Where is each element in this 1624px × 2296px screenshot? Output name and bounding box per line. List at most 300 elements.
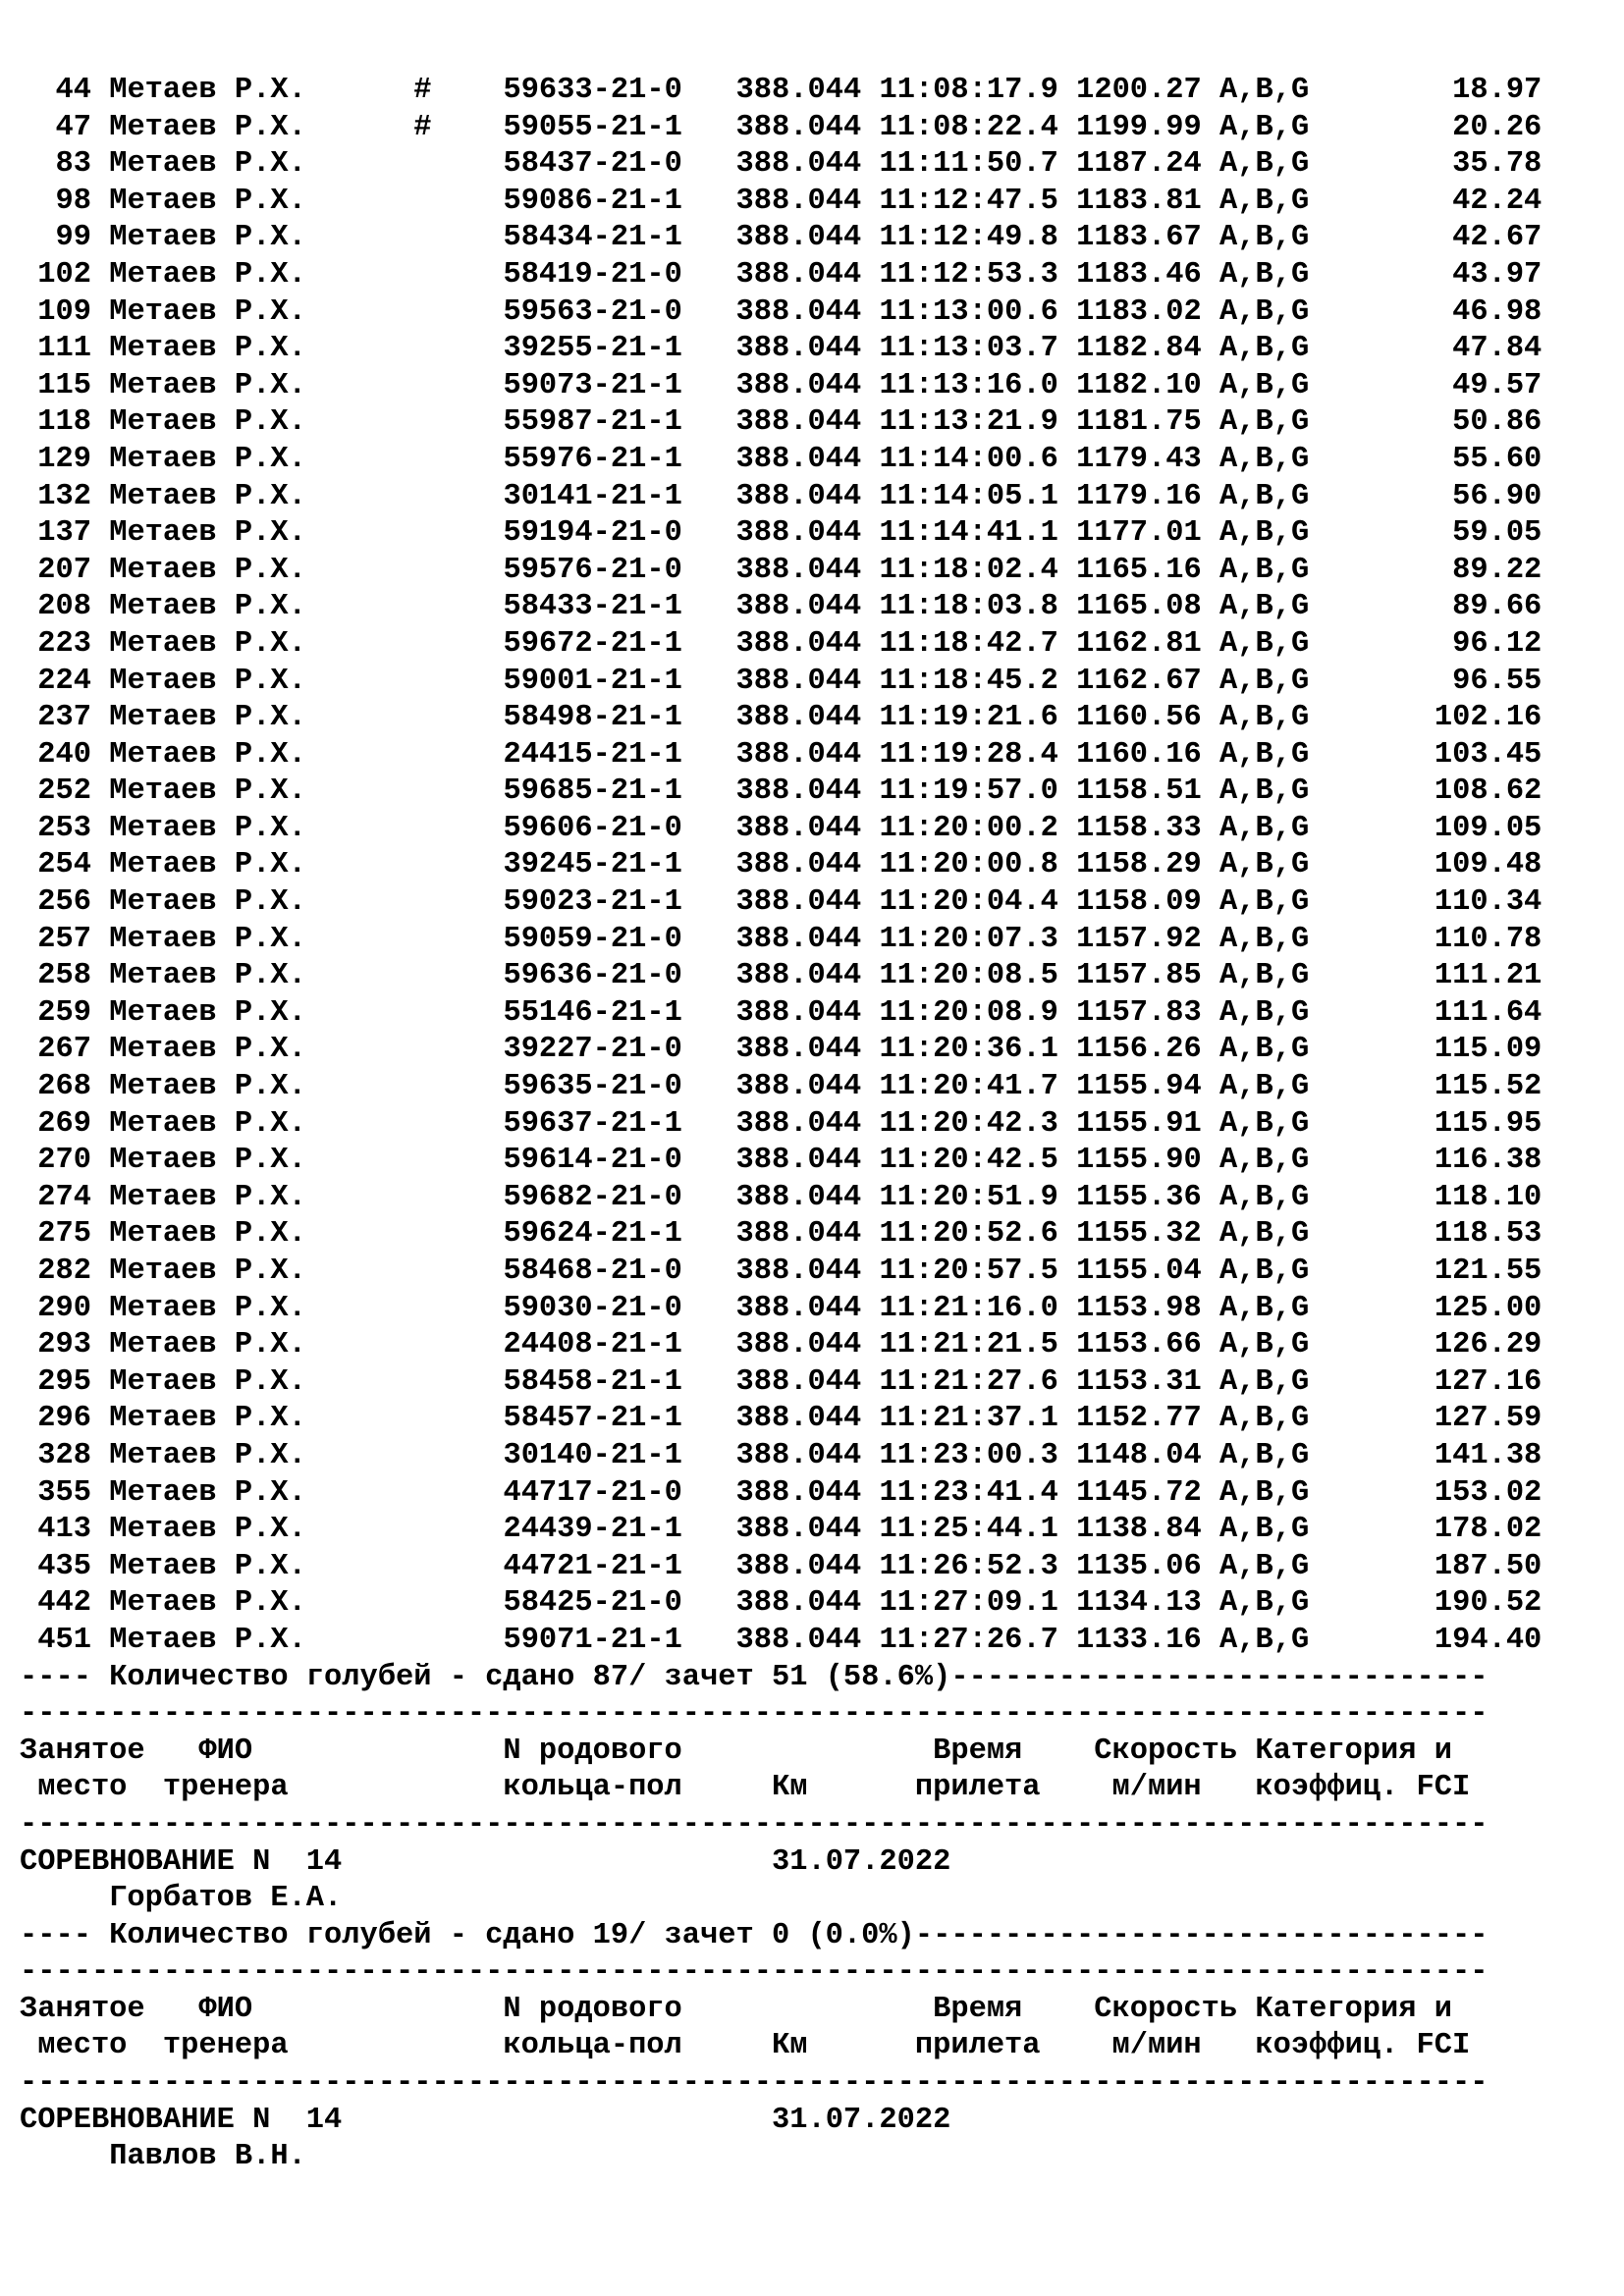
category-cell: A,B,G <box>1219 1180 1310 1214</box>
place-cell: 259 <box>20 995 91 1030</box>
time-cell: 11:12:49.8 <box>879 221 1058 255</box>
coef-cell: 18.97 <box>1309 74 1543 107</box>
time-cell: 11:14:05.1 <box>879 479 1058 513</box>
time-cell: 11:26:52.3 <box>879 1549 1058 1583</box>
category-cell: A,B,G <box>1219 1144 1310 1178</box>
place-cell: 274 <box>20 1180 91 1214</box>
competition-line <box>20 1844 1542 1882</box>
table-row <box>20 626 1542 664</box>
ring-cell: 30141-21-1 <box>503 479 682 513</box>
ring-cell: 58458-21-1 <box>503 1364 682 1399</box>
speed-cell: 1152.77 <box>1076 1402 1202 1436</box>
ring-cell: 59682-21-0 <box>503 1180 682 1214</box>
header-text: место тренера кольца-пол Км прилета м/мин коэффиц. FCI <box>20 2029 1471 2063</box>
speed-cell: 1177.01 <box>1076 516 1202 551</box>
table-row <box>20 1069 1542 1106</box>
category-cell: A,B,G <box>1219 1033 1310 1067</box>
coef-cell: 194.40 <box>1309 1623 1543 1657</box>
ring-cell: 59606-21-0 <box>503 811 682 845</box>
speed-cell: 1153.31 <box>1076 1364 1202 1399</box>
category-cell: A,B,G <box>1219 737 1310 772</box>
category-cell: A,B,G <box>1219 1106 1310 1141</box>
table-row <box>20 1216 1542 1254</box>
ring-cell: 59001-21-1 <box>503 664 682 698</box>
ring-cell: 59194-21-0 <box>503 516 682 551</box>
column-header <box>20 1992 1542 2029</box>
ring-cell: 58425-21-0 <box>503 1586 682 1621</box>
km-cell: 388.044 <box>735 1255 862 1288</box>
coef-cell: 110.78 <box>1309 922 1543 956</box>
trainer-line <box>20 1881 1542 1918</box>
table-row <box>20 1143 1542 1180</box>
km-cell: 388.044 <box>735 442 862 476</box>
table-row <box>20 995 1542 1033</box>
category-cell: A,B,G <box>1219 959 1310 993</box>
table-row <box>20 1438 1542 1475</box>
time-cell: 11:21:21.5 <box>879 1328 1058 1362</box>
speed-cell: 1183.46 <box>1076 257 1202 292</box>
coef-cell: 108.62 <box>1309 774 1543 809</box>
summary-text: ---- Количество голубей - сдано 87/ зачет 51 (58.6%) <box>20 1660 951 1694</box>
trainer-cell: Метаев Р.Х. <box>109 922 397 956</box>
trainer-cell: Метаев Р.Х. <box>109 442 397 476</box>
coef-cell: 50.86 <box>1309 405 1543 440</box>
coef-cell: 89.66 <box>1309 590 1543 624</box>
category-cell: A,B,G <box>1219 405 1310 440</box>
category-cell: A,B,G <box>1219 1438 1310 1472</box>
time-cell: 11:20:00.8 <box>879 848 1058 882</box>
ring-cell: 59059-21-0 <box>503 922 682 956</box>
coef-cell: 115.09 <box>1309 1033 1543 1067</box>
time-cell: 11:20:07.3 <box>879 922 1058 956</box>
speed-cell: 1155.91 <box>1076 1106 1202 1141</box>
divider: ---------------------------------------------------------------------------------- <box>20 1807 1489 1842</box>
km-cell: 388.044 <box>735 1070 862 1104</box>
time-cell: 11:21:27.6 <box>879 1364 1058 1399</box>
place-cell: 435 <box>20 1549 91 1583</box>
place-cell: 132 <box>20 479 91 513</box>
coef-cell: 59.05 <box>1309 516 1543 551</box>
trainer-cell: Метаев Р.Х. <box>109 959 397 993</box>
table-row <box>20 479 1542 516</box>
time-cell: 11:20:00.2 <box>879 811 1058 845</box>
speed-cell: 1158.33 <box>1076 811 1202 845</box>
competition-date: 31.07.2022 <box>771 2103 951 2137</box>
table-row <box>20 700 1542 737</box>
speed-cell: 1145.72 <box>1076 1475 1202 1510</box>
coef-cell: 178.02 <box>1309 1513 1543 1547</box>
place-cell: 451 <box>20 1623 91 1657</box>
ring-cell: 59614-21-0 <box>503 1144 682 1178</box>
coef-cell: 89.22 <box>1309 553 1543 587</box>
time-cell: 11:14:41.1 <box>879 516 1058 551</box>
speed-cell: 1148.04 <box>1076 1438 1202 1472</box>
table-row: 47 Метаев Р.Х. # 59055-21-1 388.044 11:08:22.4 1199.99 A,B,G 20.26 <box>20 110 1543 144</box>
category-cell: A,B,G <box>1219 922 1310 956</box>
speed-cell: 1155.32 <box>1076 1217 1202 1252</box>
speed-cell: 1133.16 <box>1076 1623 1202 1657</box>
km-cell: 388.044 <box>735 1144 862 1178</box>
place-cell: 98 <box>20 184 91 218</box>
time-cell: 11:20:04.4 <box>879 885 1058 920</box>
ring-cell: 58498-21-1 <box>503 701 682 735</box>
table-row <box>20 1549 1542 1586</box>
km-cell: 388.044 <box>735 701 862 735</box>
time-cell: 11:14:00.6 <box>879 442 1058 476</box>
ring-cell: 58419-21-0 <box>503 257 682 292</box>
speed-cell: 1162.67 <box>1076 664 1202 698</box>
place-cell: 257 <box>20 922 91 956</box>
time-cell: 11:27:26.7 <box>879 1623 1058 1657</box>
category-cell: A,B,G <box>1219 774 1310 809</box>
km-cell: 388.044 <box>735 368 862 402</box>
coef-cell: 111.21 <box>1309 959 1543 993</box>
category-cell: A,B,G <box>1219 1291 1310 1325</box>
coef-cell: 103.45 <box>1309 737 1543 772</box>
place-cell: 253 <box>20 811 91 845</box>
time-cell: 11:20:08.9 <box>879 995 1058 1030</box>
ring-cell: 30140-21-1 <box>503 1438 682 1472</box>
ring-cell: 39245-21-1 <box>503 848 682 882</box>
ring-cell: 55146-21-1 <box>503 995 682 1030</box>
ring-cell: 59055-21-1 <box>503 110 682 144</box>
speed-cell: 1182.84 <box>1076 332 1202 366</box>
place-cell: 290 <box>20 1291 91 1325</box>
time-cell: 11:12:47.5 <box>879 184 1058 218</box>
table-row: 44 Метаев Р.Х. # 59633-21-0 388.044 11:08:17.9 1200.27 A,B,G 18.97 <box>20 74 1543 107</box>
km-cell: 388.044 <box>735 1033 862 1067</box>
km-cell: 388.044 <box>735 959 862 993</box>
place-cell: 413 <box>20 1513 91 1547</box>
table-row <box>20 442 1542 479</box>
coef-cell: 35.78 <box>1309 147 1543 182</box>
km-cell: 388.044 <box>735 516 862 551</box>
place-cell: 258 <box>20 959 91 993</box>
time-cell: 11:20:57.5 <box>879 1255 1058 1288</box>
time-cell: 11:12:53.3 <box>879 257 1058 292</box>
category-cell: A,B,G <box>1219 479 1310 513</box>
coef-cell: 42.24 <box>1309 184 1543 218</box>
time-cell: 11:21:16.0 <box>879 1291 1058 1325</box>
place-cell: 252 <box>20 774 91 809</box>
place-cell: 275 <box>20 1217 91 1252</box>
table-row <box>20 184 1542 221</box>
category-cell: A,B,G <box>1219 294 1310 329</box>
time-cell: 11:20:42.3 <box>879 1106 1058 1141</box>
km-cell: 388.044 <box>735 1549 862 1583</box>
coef-cell: 109.48 <box>1309 848 1543 882</box>
km-cell: 388.044 <box>735 811 862 845</box>
ring-cell: 59636-21-0 <box>503 959 682 993</box>
ring-cell: 59071-21-1 <box>503 1623 682 1657</box>
header-text: Занятое ФИО N родового Время Скорость Категория и <box>20 1734 1452 1768</box>
place-cell: 207 <box>20 553 91 587</box>
trainer-cell: Метаев Р.Х. <box>109 1291 397 1325</box>
category-cell: A,B,G <box>1219 553 1310 587</box>
table-row <box>20 922 1542 959</box>
place-cell: 328 <box>20 1438 91 1472</box>
place-cell: 137 <box>20 516 91 551</box>
time-cell: 11:20:42.5 <box>879 1144 1058 1178</box>
speed-cell: 1183.81 <box>1076 184 1202 218</box>
time-cell: 11:25:44.1 <box>879 1513 1058 1547</box>
km-cell: 388.044 <box>735 1291 862 1325</box>
header-text: место тренера кольца-пол Км прилета м/мин коэффиц. FCI <box>20 1771 1471 1805</box>
trainer-cell: Метаев Р.Х. <box>109 1402 397 1436</box>
table-row <box>20 257 1542 294</box>
coef-cell: 56.90 <box>1309 479 1543 513</box>
ring-cell: 59624-21-1 <box>503 1217 682 1252</box>
trainer-cell: Метаев Р.Х. <box>109 1180 397 1214</box>
coef-cell: 96.12 <box>1309 626 1543 661</box>
ring-cell: 59635-21-0 <box>503 1070 682 1104</box>
time-cell: 11:18:03.8 <box>879 590 1058 624</box>
column-header <box>20 2028 1542 2065</box>
column-header <box>20 1770 1542 1807</box>
trainer-cell: Метаев Р.Х. <box>109 590 397 624</box>
place-cell: 268 <box>20 1070 91 1104</box>
trainer-cell: Метаев Р.Х. <box>109 1217 397 1252</box>
summary-line: ---- Количество голубей - сдано 87/ зачет 51 (58.6%)------------------------------ <box>20 1660 1489 1694</box>
table-row <box>20 146 1542 184</box>
speed-cell: 1183.67 <box>1076 221 1202 255</box>
header-text: Занятое ФИО N родового Время Скорость Категория и <box>20 1992 1452 2026</box>
km-cell: 388.044 <box>735 922 862 956</box>
speed-cell: 1162.81 <box>1076 626 1202 661</box>
trainer-cell: Метаев Р.Х. <box>109 405 397 440</box>
category-cell: A,B,G <box>1219 221 1310 255</box>
table-row <box>20 294 1542 332</box>
coef-cell: 127.16 <box>1309 1364 1543 1399</box>
category-cell: A,B,G <box>1219 811 1310 845</box>
coef-cell: 190.52 <box>1309 1586 1543 1621</box>
table-row <box>20 1364 1542 1402</box>
time-cell: 11:11:50.7 <box>879 147 1058 182</box>
trainer-cell: Метаев Р.Х. <box>109 1623 397 1657</box>
speed-cell: 1160.16 <box>1076 737 1202 772</box>
km-cell: 388.044 <box>735 1402 862 1436</box>
category-cell: A,B,G <box>1219 590 1310 624</box>
table-row <box>20 404 1542 442</box>
km-cell: 388.044 <box>735 1180 862 1214</box>
speed-cell: 1158.29 <box>1076 848 1202 882</box>
table-row <box>20 1623 1542 1660</box>
category-cell: A,B,G <box>1219 516 1310 551</box>
speed-cell: 1183.02 <box>1076 294 1202 329</box>
coef-cell: 49.57 <box>1309 368 1543 402</box>
km-cell: 388.044 <box>735 184 862 218</box>
trainer-cell: Метаев Р.Х. <box>109 995 397 1030</box>
ring-cell: 59633-21-0 <box>503 74 682 107</box>
km-cell: 388.044 <box>735 147 862 182</box>
table-row <box>20 1475 1542 1513</box>
place-cell: 295 <box>20 1364 91 1399</box>
trainer-cell: Метаев Р.Х. <box>109 1255 397 1288</box>
category-cell: A,B,G <box>1219 626 1310 661</box>
time-cell: 11:20:51.9 <box>879 1180 1058 1214</box>
category-cell: A,B,G <box>1219 1364 1310 1399</box>
place-cell: 282 <box>20 1255 91 1288</box>
speed-cell: 1156.26 <box>1076 1033 1202 1067</box>
coef-cell: 125.00 <box>1309 1291 1543 1325</box>
time-cell: 11:23:00.3 <box>879 1438 1058 1472</box>
divider: ---------------------------------------------------------------------------------- <box>20 2066 1489 2101</box>
place-cell: 83 <box>20 147 91 182</box>
coef-cell: 55.60 <box>1309 442 1543 476</box>
ring-cell: 24439-21-1 <box>503 1513 682 1547</box>
place-cell: 267 <box>20 1033 91 1067</box>
trainer-cell: Метаев Р.Х. <box>109 1513 397 1547</box>
trainer-cell: Метаев Р.Х. <box>109 1438 397 1472</box>
place-cell: 256 <box>20 885 91 920</box>
place-cell: 293 <box>20 1328 91 1362</box>
km-cell: 388.044 <box>735 294 862 329</box>
km-cell: 388.044 <box>735 553 862 587</box>
table-row <box>20 589 1542 626</box>
coef-cell: 153.02 <box>1309 1475 1543 1510</box>
coef-cell: 141.38 <box>1309 1438 1543 1472</box>
trainer-cell: Метаев Р.Х. <box>109 701 397 735</box>
speed-cell: 1157.92 <box>1076 922 1202 956</box>
ring-cell: 24408-21-1 <box>503 1328 682 1362</box>
km-cell: 388.044 <box>735 590 862 624</box>
trainer-cell: Метаев Р.Х. <box>109 774 397 809</box>
ring-cell: 44721-21-1 <box>503 1549 682 1583</box>
trainer-cell: Метаев Р.Х. <box>109 885 397 920</box>
competition-label: СОРЕВНОВАНИЕ N 14 <box>20 1844 343 1879</box>
km-cell: 388.044 <box>735 1475 862 1510</box>
trainer-name: Павлов В.Н. <box>109 2140 306 2174</box>
km-cell: 388.044 <box>735 1623 862 1657</box>
speed-cell: 1200.27 <box>1076 74 1202 107</box>
table-row <box>20 331 1542 368</box>
place-cell: 118 <box>20 405 91 440</box>
report-sheet <box>20 73 1542 2176</box>
time-cell: 11:20:36.1 <box>879 1033 1058 1067</box>
speed-cell: 1157.85 <box>1076 959 1202 993</box>
speed-cell: 1153.98 <box>1076 1291 1202 1325</box>
trainer-cell: Метаев Р.Х. <box>109 553 397 587</box>
table-row <box>20 737 1542 774</box>
divider: ---------------------------------------------------------------------------------- <box>20 1697 1489 1732</box>
table-row <box>20 847 1542 884</box>
km-cell: 388.044 <box>735 1513 862 1547</box>
category-cell: A,B,G <box>1219 1623 1310 1657</box>
coef-cell: 42.67 <box>1309 221 1543 255</box>
trainer-cell: Метаев Р.Х. <box>109 294 397 329</box>
speed-cell: 1160.56 <box>1076 701 1202 735</box>
ring-cell: 39227-21-0 <box>503 1033 682 1067</box>
place-cell: 240 <box>20 737 91 772</box>
table-row <box>20 220 1542 257</box>
ring-cell: 59086-21-1 <box>503 184 682 218</box>
table-row <box>20 368 1542 405</box>
trainer-cell: Метаев Р.Х. <box>109 516 397 551</box>
trainer-cell: Метаев Р.Х. <box>109 811 397 845</box>
ring-cell: 59073-21-1 <box>503 368 682 402</box>
summary-line: ---- Количество голубей - сдано 19/ зачет 0 (0.0%)-------------------------------- <box>20 1918 1489 1952</box>
place-cell: 224 <box>20 664 91 698</box>
trainer-cell: Метаев Р.Х. <box>109 1033 397 1067</box>
trainer-cell: Метаев Р.Х. <box>109 74 397 107</box>
trainer-cell: Метаев Р.Х. <box>109 626 397 661</box>
place-cell: 355 <box>20 1475 91 1510</box>
time-cell: 11:13:00.6 <box>879 294 1058 329</box>
table-row <box>20 1032 1542 1069</box>
trainer-cell: Метаев Р.Х. <box>109 737 397 772</box>
coef-cell: 121.55 <box>1309 1255 1543 1288</box>
coef-cell: 118.53 <box>1309 1217 1543 1252</box>
km-cell: 388.044 <box>735 664 862 698</box>
trainer-cell: Метаев Р.Х. <box>109 1549 397 1583</box>
place-cell: 237 <box>20 701 91 735</box>
coef-cell: 109.05 <box>1309 811 1543 845</box>
km-cell: 388.044 <box>735 1328 862 1362</box>
speed-cell: 1199.99 <box>1076 110 1202 144</box>
ring-cell: 59672-21-1 <box>503 626 682 661</box>
trainer-name: Горбатов Е.А. <box>109 1882 343 1916</box>
time-cell: 11:18:45.2 <box>879 664 1058 698</box>
competition-label: СОРЕВНОВАНИЕ N 14 <box>20 2103 343 2137</box>
place-cell: 442 <box>20 1586 91 1621</box>
km-cell: 388.044 <box>735 737 862 772</box>
km-cell: 388.044 <box>735 1106 862 1141</box>
category-cell: A,B,G <box>1219 332 1310 366</box>
ring-cell: 58468-21-0 <box>503 1255 682 1288</box>
speed-cell: 1135.06 <box>1076 1549 1202 1583</box>
place-cell: 111 <box>20 332 91 366</box>
category-cell: A,B,G <box>1219 995 1310 1030</box>
category-cell: A,B,G <box>1219 1586 1310 1621</box>
coef-cell: 118.10 <box>1309 1180 1543 1214</box>
competition-date: 31.07.2022 <box>771 1844 951 1879</box>
km-cell: 388.044 <box>735 110 862 144</box>
ring-cell: 59023-21-1 <box>503 885 682 920</box>
trainer-cell: Метаев Р.Х. <box>109 848 397 882</box>
table-row <box>20 1512 1542 1549</box>
place-cell: 44 <box>20 74 91 107</box>
place-cell: 99 <box>20 221 91 255</box>
time-cell: 11:19:57.0 <box>879 774 1058 809</box>
coef-cell: 111.64 <box>1309 995 1543 1030</box>
coef-cell: 46.98 <box>1309 294 1543 329</box>
time-cell: 11:19:21.6 <box>879 701 1058 735</box>
competition-line <box>20 2103 1542 2140</box>
time-cell: 11:20:41.7 <box>879 1070 1058 1104</box>
trainer-cell: Метаев Р.Х. <box>109 1364 397 1399</box>
ring-cell: 55987-21-1 <box>503 405 682 440</box>
trainer-cell: Метаев Р.Х. <box>109 664 397 698</box>
coef-cell: 126.29 <box>1309 1328 1543 1362</box>
speed-cell: 1187.24 <box>1076 147 1202 182</box>
km-cell: 388.044 <box>735 1217 862 1252</box>
category-cell: A,B,G <box>1219 701 1310 735</box>
ring-cell: 59030-21-0 <box>503 1291 682 1325</box>
place-cell: 115 <box>20 368 91 402</box>
ring-cell: 58433-21-1 <box>503 590 682 624</box>
table-row <box>20 774 1542 811</box>
table-row <box>20 1254 1542 1291</box>
ring-cell: 39255-21-1 <box>503 332 682 366</box>
category-cell: A,B,G <box>1219 664 1310 698</box>
category-cell: A,B,G <box>1219 368 1310 402</box>
table-row <box>20 811 1542 848</box>
speed-cell: 1179.16 <box>1076 479 1202 513</box>
km-cell: 388.044 <box>735 257 862 292</box>
ring-cell: 59637-21-1 <box>503 1106 682 1141</box>
speed-cell: 1155.04 <box>1076 1255 1202 1288</box>
table-row <box>20 1401 1542 1438</box>
